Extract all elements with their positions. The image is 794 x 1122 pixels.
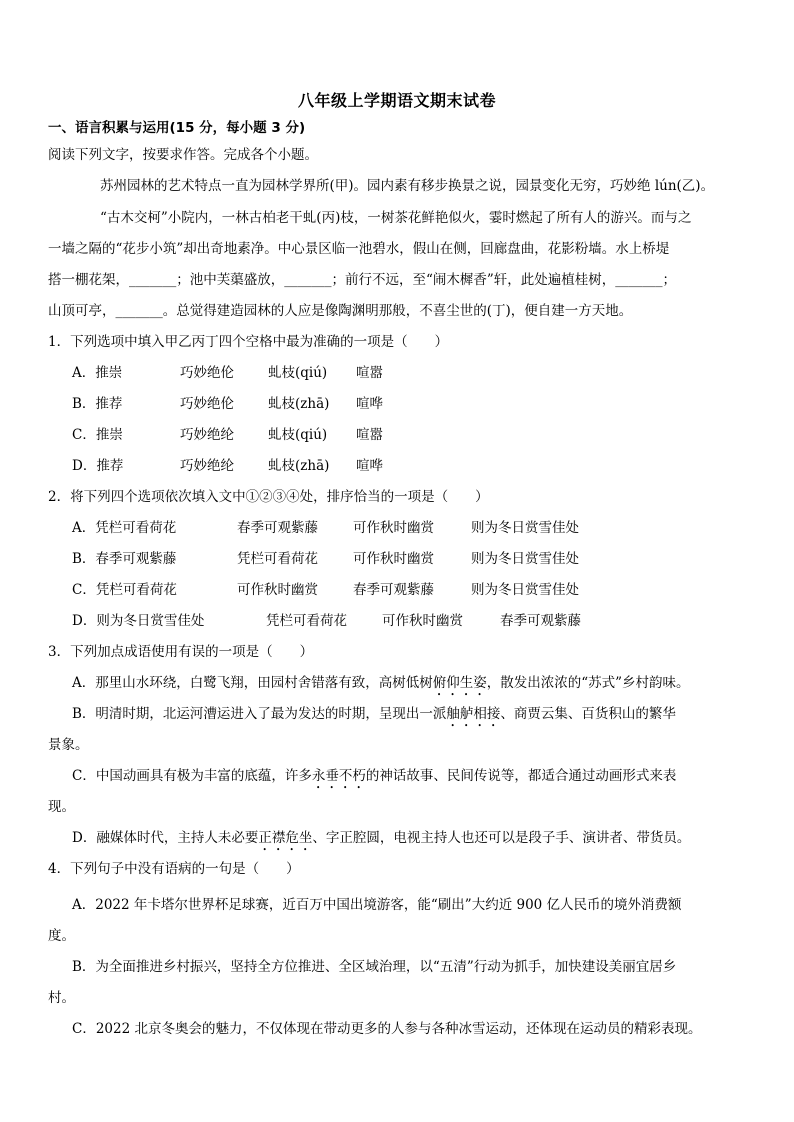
option-label: C．推崇 bbox=[72, 427, 123, 443]
question-1-option[interactable] bbox=[72, 363, 752, 383]
question-3-option-d[interactable] bbox=[72, 828, 752, 854]
option-cell: 春季可观紫藤 bbox=[353, 582, 434, 598]
section-heading: 一、语言积累与运用(15 分，每小题 3 分) bbox=[48, 120, 306, 136]
option-cell: 可作秋时幽赏 bbox=[382, 613, 463, 629]
question-2-option[interactable] bbox=[72, 580, 752, 600]
option-cell: 可作秋时幽赏 bbox=[353, 551, 434, 567]
option-cell: 巧妙绝纶 bbox=[180, 458, 234, 474]
option-cell: 巧妙绝伦 bbox=[180, 365, 234, 381]
option-continuation: 度。 bbox=[48, 928, 75, 944]
passage-line: 一墙之隔的“花步小筑”却出奇地素净。中心景区临一池碧水，假山在侧，回廊盘曲，花影粉墙。水上桥堤 bbox=[48, 241, 670, 257]
exam-title: 八年级上学期语文期末试卷 bbox=[297, 91, 496, 110]
question-4-option-a[interactable]: A．2022 年卡塔尔世界杯足球赛，近百万中国出境游客，能“刷出”大约近 900 亿人民币的境外消费额 bbox=[72, 897, 682, 913]
dotted-idiom: 俯仰生姿 bbox=[432, 675, 487, 691]
option-text: 的神话故事、民间传说等，都适合通过动画形式来表 bbox=[365, 768, 677, 784]
passage-line: “古木交柯”小院内，一林古柏老干虬(丙)枝，一树茶花鲜艳似火，霎时燃起了所有人的游兴。而与之 bbox=[100, 210, 692, 226]
option-cell: 虬枝(qiú) bbox=[268, 427, 328, 443]
option-label: B．春季可观紫藤 bbox=[72, 551, 177, 567]
option-text: C．中国动画具有极为丰富的底蕴，许多 bbox=[72, 768, 312, 784]
option-continuation: 景象。 bbox=[48, 737, 89, 753]
option-continuation: 村。 bbox=[48, 990, 75, 1006]
option-cell: 巧妙绝纶 bbox=[180, 427, 234, 443]
question-1-option[interactable] bbox=[72, 425, 752, 445]
option-cell: 春季可观紫藤 bbox=[500, 613, 581, 629]
option-text: 、字正腔圆，电视主持人也还可以是段子手、演讲者、带货员。 bbox=[312, 830, 691, 846]
option-label: B．推荐 bbox=[72, 396, 123, 412]
question-3-option-b[interactable] bbox=[72, 704, 752, 730]
option-text: 、商贾云集、百货积山的繁华 bbox=[500, 706, 676, 722]
question-4-stem: 4．下列句子中没有语病的一句是（ ） bbox=[48, 861, 300, 877]
option-label: D．则为冬日赏雪佳处 bbox=[72, 613, 205, 629]
option-cell: 喧哗 bbox=[356, 396, 383, 412]
question-3-option-c[interactable] bbox=[72, 766, 752, 792]
option-cell: 喧嚣 bbox=[356, 427, 383, 443]
dotted-idiom: 永垂不朽 bbox=[311, 768, 366, 784]
question-2-stem: 2．将下列四个选项依次填入文中①②③④处，排序恰当的一项是（ ） bbox=[48, 489, 489, 505]
question-1-option[interactable] bbox=[72, 456, 752, 476]
question-4-option-c[interactable]: C．2022 北京冬奥会的魅力，不仅体现在带动更多的人参与各种冰雪运动，还体现在运动员的精彩表现。 bbox=[72, 1021, 702, 1037]
option-cell: 可作秋时幽赏 bbox=[237, 582, 318, 598]
option-cell: 春季可观紫藤 bbox=[237, 520, 318, 536]
option-text: ，散发出浓浓的“苏式”乡村韵味。 bbox=[486, 675, 690, 691]
option-cell: 凭栏可看荷花 bbox=[237, 551, 318, 567]
passage-paragraph-1: 苏州园林的艺术特点一直为园林学界所(甲)。园内素有移步换景之说，园景变化无穷，巧妙绝 lún(乙)。 bbox=[100, 178, 715, 194]
option-cell: 可作秋时幽赏 bbox=[353, 520, 434, 536]
option-cell: 则为冬日赏雪佳处 bbox=[471, 520, 579, 536]
option-text: D．融媒体时代，主持人未必要 bbox=[72, 830, 259, 846]
option-cell: 虬枝(qiú) bbox=[268, 365, 328, 381]
question-1-stem: 1．下列选项中填入甲乙丙丁四个空格中最为准确的一项是（ ） bbox=[48, 334, 449, 350]
option-cell: 则为冬日赏雪佳处 bbox=[471, 582, 579, 598]
option-label: C．凭栏可看荷花 bbox=[72, 582, 177, 598]
option-continuation: 现。 bbox=[48, 799, 75, 815]
option-cell: 巧妙绝伦 bbox=[180, 396, 234, 412]
question-3-stem: 3．下列加点成语使用有误的一项是（ ） bbox=[48, 644, 314, 660]
option-cell: 喧嚣 bbox=[356, 365, 383, 381]
option-cell: 凭栏可看荷花 bbox=[266, 613, 347, 629]
question-2-option[interactable] bbox=[72, 518, 752, 538]
passage-line: 搭一棚花架，_______；池中芙蕖盛放，_______；前行不远，至“闹木樨香”轩，此处遍植桂树，_______； bbox=[48, 272, 677, 288]
question-1-option[interactable] bbox=[72, 394, 752, 414]
question-4-option-b[interactable]: B．为全面推进乡村振兴，坚持全方位推进、全区域治理，以“五清”行动为抓手，加快建设美丽宜居乡 bbox=[72, 959, 677, 975]
question-2-option[interactable] bbox=[72, 549, 752, 569]
option-label: A．凭栏可看荷花 bbox=[72, 520, 177, 536]
question-3-option-a[interactable] bbox=[72, 673, 752, 699]
question-2-option[interactable] bbox=[72, 611, 752, 631]
passage-line: 山顶可亭，_______。总觉得建造园林的人应是像陶渊明那般，不喜尘世的(丁)，便自建一方天地。 bbox=[48, 303, 633, 319]
option-cell: 喧哗 bbox=[356, 458, 383, 474]
option-label: A．推崇 bbox=[72, 365, 123, 381]
option-cell: 虬枝(zhā) bbox=[268, 396, 330, 412]
dotted-idiom: 正襟危坐 bbox=[258, 830, 313, 846]
dotted-idiom: 舳舻相接 bbox=[446, 706, 501, 722]
option-cell: 虬枝(zhā) bbox=[268, 458, 330, 474]
section-instruction: 阅读下列文字，按要求作答。完成各个小题。 bbox=[48, 147, 318, 163]
option-text: A．那里山水环绕，白鹭飞翔，田园村舍错落有致，高树低树 bbox=[72, 675, 433, 691]
option-label: D．推荐 bbox=[72, 458, 124, 474]
option-cell: 则为冬日赏雪佳处 bbox=[471, 551, 579, 567]
option-text: B．明清时期，北运河漕运进入了最为发达的时期，呈现出一派 bbox=[72, 706, 447, 722]
